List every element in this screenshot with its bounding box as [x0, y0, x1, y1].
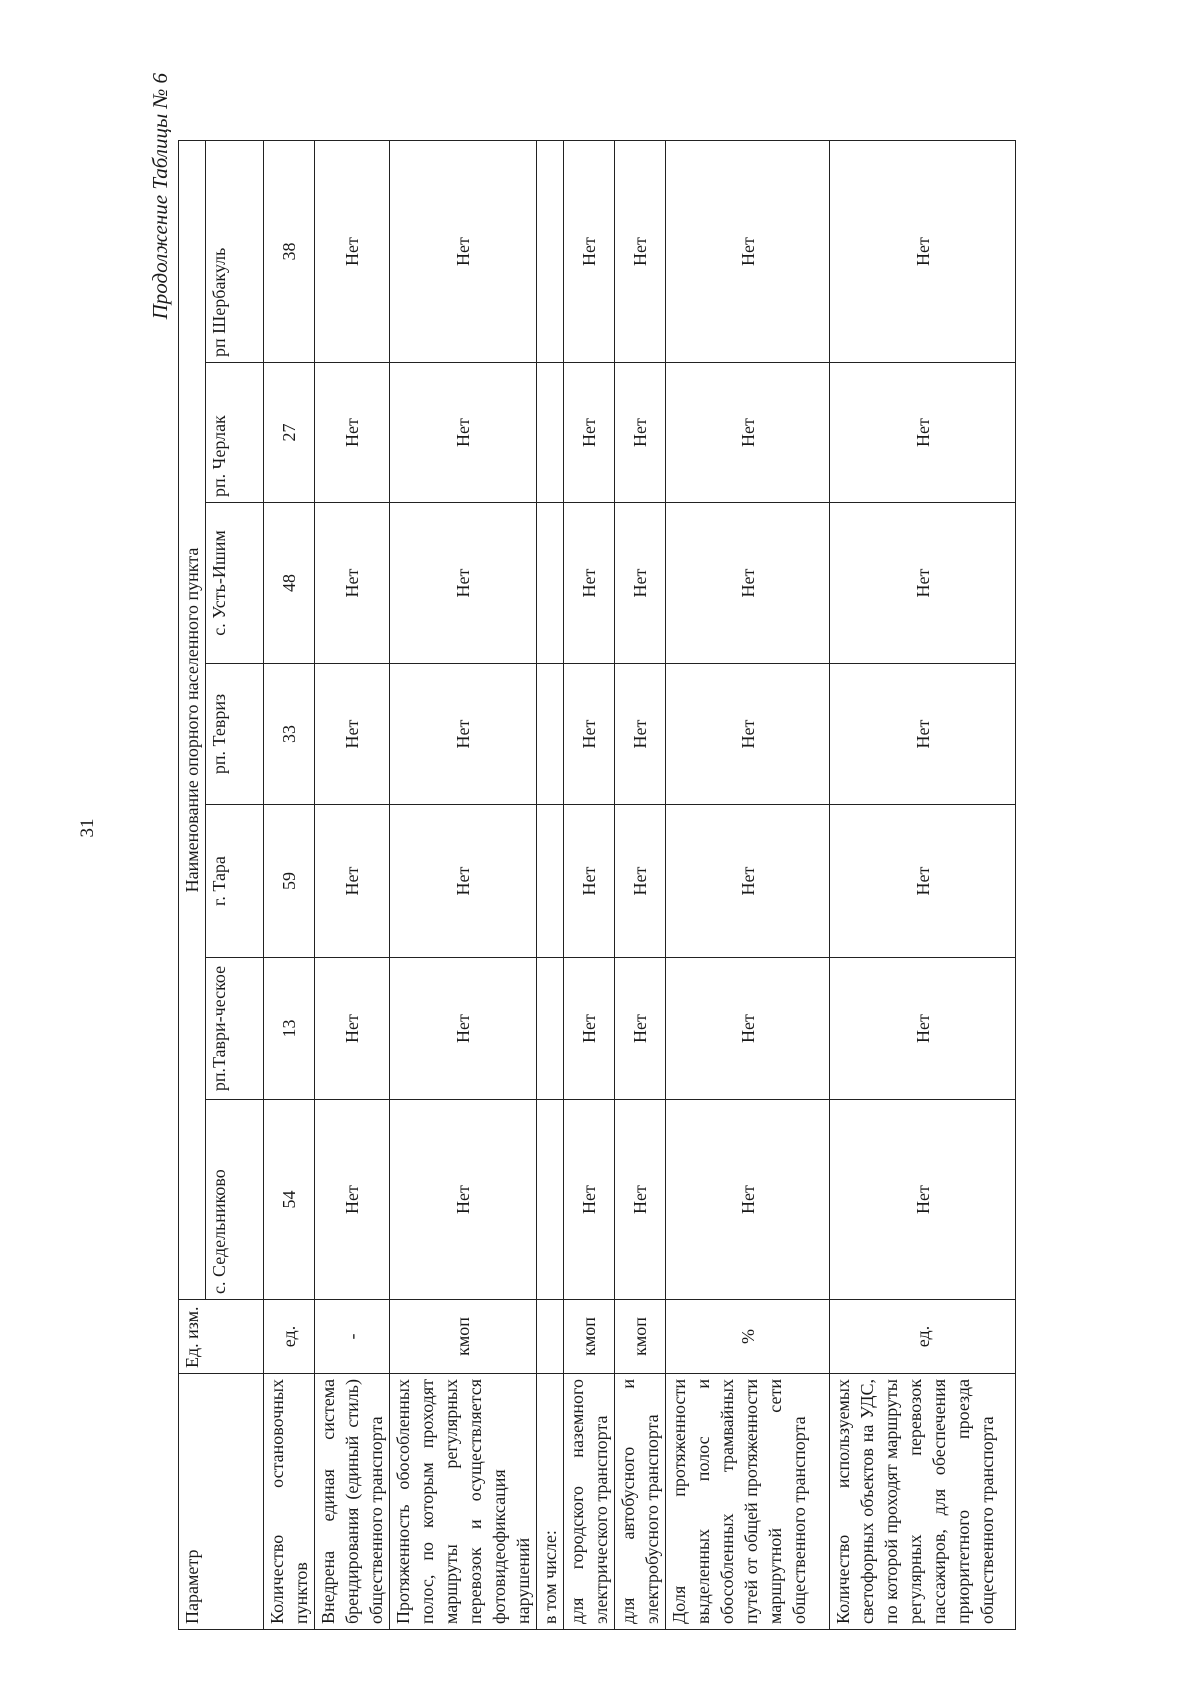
row-value: Нет: [564, 1100, 615, 1300]
row-value: 38: [264, 141, 315, 363]
row-parameter: для городского наземного электрического транспорта: [564, 1374, 615, 1630]
row-value: Нет: [315, 363, 390, 503]
data-table: [178, 140, 1016, 1630]
row-value: 59: [264, 805, 315, 958]
row-parameter: Протяженность обособленных полос, по которым проходят маршруты регулярных перевозок и осуществляется фотовидеофиксация нарушений: [390, 1374, 537, 1630]
row-value: [537, 958, 564, 1100]
row-value: 48: [264, 503, 315, 664]
row-value: [537, 503, 564, 664]
row-value: Нет: [666, 664, 830, 805]
row-unit: кмоп: [390, 1300, 537, 1374]
row-parameter: для автобусного и электробусного транспорта: [615, 1374, 666, 1630]
table-caption: Продолжение Таблицы № 6: [148, 73, 172, 320]
row-parameter: Доля протяженности выделенных полос и обособленных трамвайных путей от общей протяженности маршрутной сети общественного транспорта: [666, 1374, 830, 1630]
row-unit: ед.: [830, 1300, 1016, 1374]
row-value: Нет: [315, 503, 390, 664]
header-parameter: Параметр: [179, 1374, 264, 1630]
row-value: Нет: [564, 363, 615, 503]
row-value: Нет: [666, 958, 830, 1100]
row-value: Нет: [564, 664, 615, 805]
table-row: [315, 141, 390, 1630]
row-unit: %: [666, 1300, 830, 1374]
row-value: Нет: [615, 805, 666, 958]
row-value: Нет: [615, 664, 666, 805]
table-row: [830, 141, 1016, 1630]
rotated-table-page: [148, 70, 1048, 1630]
row-unit: [537, 1300, 564, 1374]
row-value: [537, 141, 564, 363]
table-row: [537, 141, 564, 1630]
row-unit: -: [315, 1300, 390, 1374]
header-settlement: рп Шербакуль: [206, 141, 264, 363]
row-value: [537, 664, 564, 805]
row-parameter: Внедрена единая система брендирования (единый стиль) общественного транспорта: [315, 1374, 390, 1630]
row-value: Нет: [390, 363, 537, 503]
row-value: Нет: [830, 805, 1016, 958]
row-value: Нет: [666, 805, 830, 958]
row-value: Нет: [390, 503, 537, 664]
page-number: 31: [77, 818, 98, 838]
row-value: Нет: [666, 363, 830, 503]
header-settlement: рп.Таври-ческое: [206, 958, 264, 1100]
row-value: [537, 363, 564, 503]
table-row: [564, 141, 615, 1630]
table-row: [615, 141, 666, 1630]
row-value: Нет: [615, 958, 666, 1100]
row-unit: ед.: [264, 1300, 315, 1374]
row-value: Нет: [315, 958, 390, 1100]
row-value: Нет: [615, 1100, 666, 1300]
row-value: [537, 805, 564, 958]
row-value: Нет: [390, 1100, 537, 1300]
row-value: Нет: [615, 363, 666, 503]
row-value: Нет: [564, 141, 615, 363]
row-value: Нет: [315, 664, 390, 805]
header-settlement: г. Тара: [206, 805, 264, 958]
row-value: Нет: [830, 1100, 1016, 1300]
row-value: [537, 1100, 564, 1300]
header-settlement: рп. Тевриз: [206, 664, 264, 805]
row-value: Нет: [390, 958, 537, 1100]
row-parameter: Количество используемых светофорных объектов на УДС, по которой проходят маршруты регулярных перевозок пассажиров, для обеспечения приоритетного проезда общественного транспорта: [830, 1374, 1016, 1630]
row-value: Нет: [390, 664, 537, 805]
row-value: Нет: [666, 503, 830, 664]
row-value: Нет: [615, 503, 666, 664]
row-value: Нет: [390, 141, 537, 363]
row-value: Нет: [830, 958, 1016, 1100]
row-value: 54: [264, 1100, 315, 1300]
row-value: 27: [264, 363, 315, 503]
table-row: [666, 141, 830, 1630]
row-value: 13: [264, 958, 315, 1100]
row-unit: кмоп: [564, 1300, 615, 1374]
row-value: Нет: [830, 363, 1016, 503]
row-value: 33: [264, 664, 315, 805]
header-settlement: с. Седельниково: [206, 1100, 264, 1300]
header-settlement: рп. Черлак: [206, 363, 264, 503]
row-value: Нет: [830, 503, 1016, 664]
row-parameter: в том числе:: [537, 1374, 564, 1630]
row-value: Нет: [564, 958, 615, 1100]
row-parameter: Количество остановочных пунктов: [264, 1374, 315, 1630]
header-settlement-group: Наименование опорного населенного пункта: [179, 141, 206, 1300]
row-value: Нет: [564, 503, 615, 664]
header-settlement: с. Усть-Ишим: [206, 503, 264, 664]
table-row: [390, 141, 537, 1630]
row-value: Нет: [315, 141, 390, 363]
table-row: [264, 141, 315, 1630]
row-value: Нет: [315, 1100, 390, 1300]
row-value: Нет: [564, 805, 615, 958]
row-value: Нет: [830, 141, 1016, 363]
row-value: Нет: [615, 141, 666, 363]
row-value: Нет: [830, 664, 1016, 805]
row-unit: кмоп: [615, 1300, 666, 1374]
row-value: Нет: [666, 141, 830, 363]
row-value: Нет: [315, 805, 390, 958]
row-value: Нет: [666, 1100, 830, 1300]
row-value: Нет: [390, 805, 537, 958]
header-unit: Ед. изм.: [179, 1300, 264, 1374]
